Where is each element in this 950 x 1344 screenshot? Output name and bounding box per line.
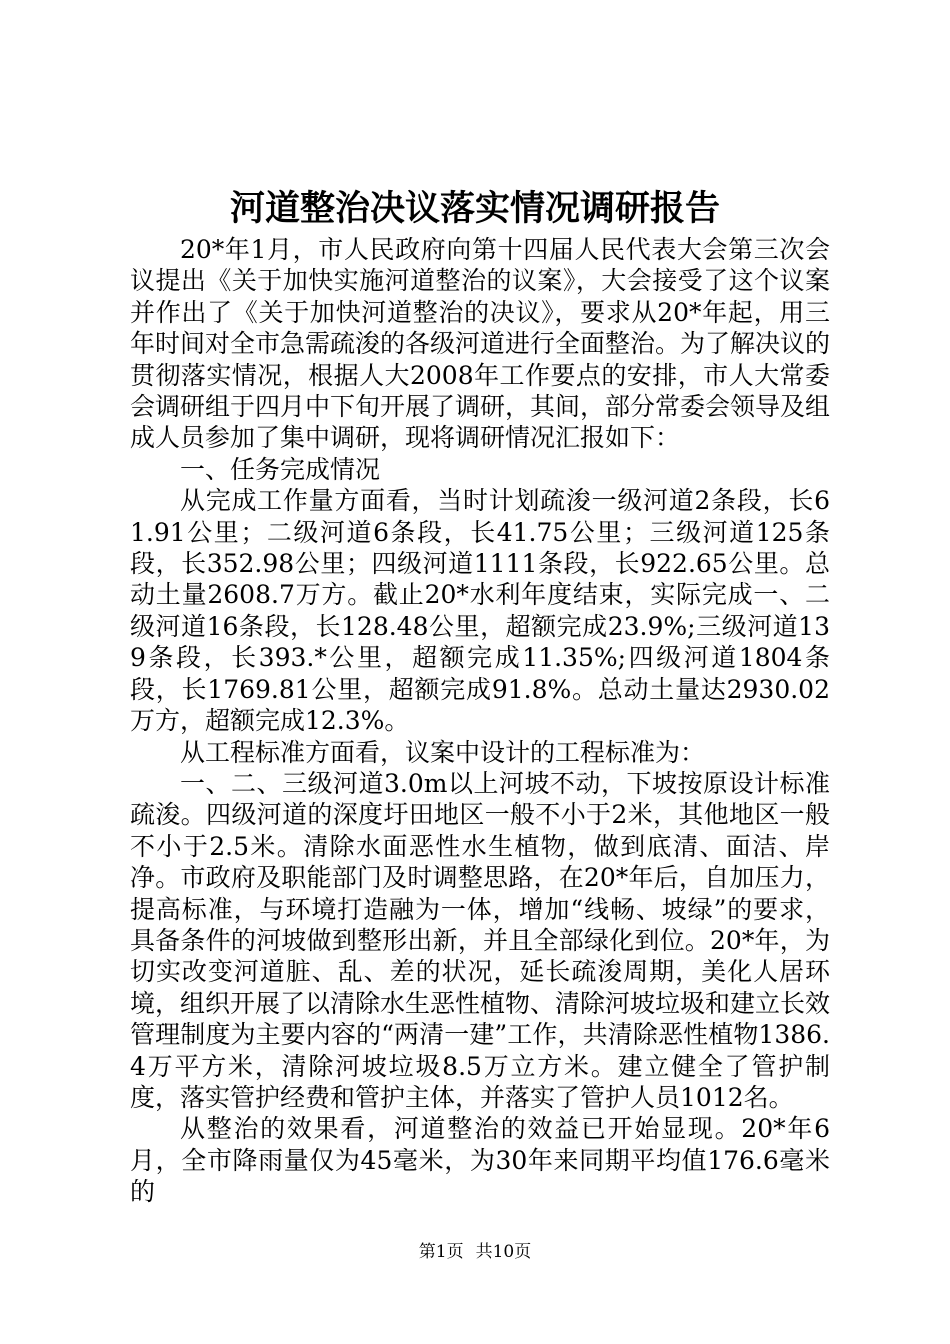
page-number: 第1页: [418, 1242, 464, 1262]
page-footer: [0, 1240, 950, 1264]
paragraph-standards: 一、二、三级河道3.0m以上河坡不动，下坡按原设计标准疏浚。四级河道的深度圩田地区一般不小于2米，其他地区一般不小于2.5米。清除水面恶性水生植物，做到底清、面洁、岸净。市政府及职能部门及时调整思路，在20*年后，自加压力，提高标准，与环境打造融为一体，增加“线畅、坡绿”的要求，具备条件的河坡做到整形出新，并且全部绿化到位。20*年，为切实改变河道脏、乱、差的状况，延长疏浚周期，美化人居环境，组织开展了以清除水生恶性植物、清除河坡垃圾和建立长效管理制度为主要内容的“两清一建”工作，共清除恶性植物1386.4万平方米，清除河坡垃圾8.5万立方米。建立健全了管护制度，落实管护经费和管护主体，并落实了管护人员1012名。: [130, 768, 831, 1112]
paragraph-standards-intro: 从工程标准方面看，议案中设计的工程标准为：: [180, 737, 706, 767]
page-total: 共10页: [475, 1242, 532, 1262]
document-title: 河道整治决议落实情况调研报告: [229, 188, 720, 229]
paragraph-effects: 从整治的效果看，河道整治的效益已开始显现。20*年6月，全市降雨量仅为45毫米，为30年来同期平均值176.6毫米的: [130, 1114, 830, 1207]
paragraph-workload: 从完成工作量方面看，当时计划疏浚一级河道2条段，长61.91公里；二级河道6条段，长41.75公里；三级河道125条段，长352.98公里；四级河道1111条段，长922.65公里。总动土量2608.7万方。截止20*水利年度结束，实际完成一、二级河道16条段，长128.48公里，超额完成23.9%;三级河道139条段，长393.*公里，超额完成11.35%;四级河道1804条段，长1769.81公里，超额完成91.8%。总动土量达2930.02万方，超额完成12.3%。: [130, 486, 830, 736]
document-body: [130, 234, 830, 1208]
section-heading-task-completion: 一、任务完成情况: [180, 454, 381, 484]
paragraph-intro: 20*年1月，市人民政府向第十四届人民代表大会第三次会议提出《关于加快实施河道整治的议案》，大会接受了这个议案并作出了《关于加快河道整治的决议》，要求从20*年起，用三年时间对全市急需疏浚的各级河道进行全面整治。为了解决议的贯彻落实情况，根据人大2008年工作要点的安排，市人大常委会调研组于四月中下旬开展了调研，其间，部分常委会领导及组成人员参加了集中调研，现将调研情况汇报如下：: [130, 235, 831, 453]
